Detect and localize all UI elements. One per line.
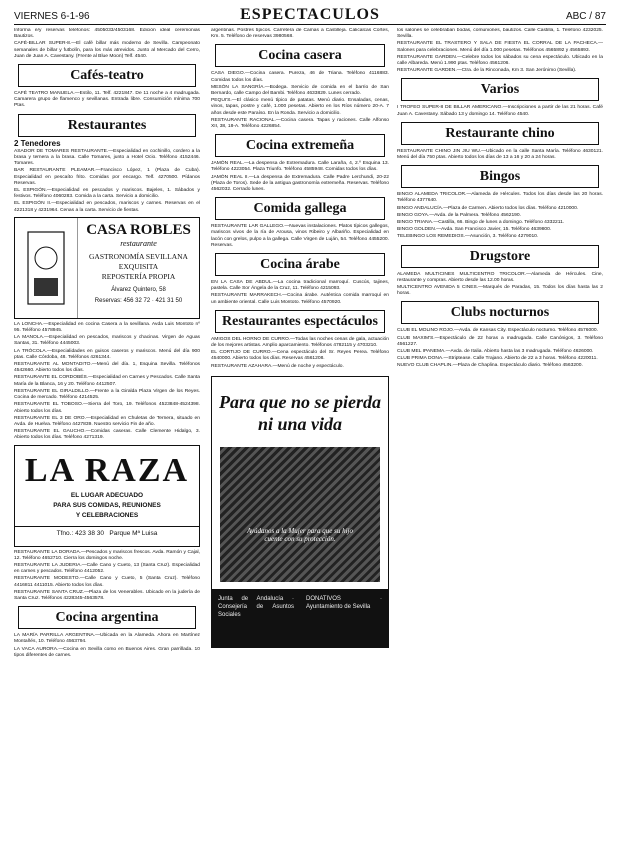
- listing-entry: BINGO GOLDEN.—Avda. San Francisco Javier, 15. Teléfono 4639800.: [397, 227, 552, 233]
- listing-entry: EL ESPIGÓN II.—Especialidad en pescados, mariscos y carnes. Reservas en el 4221318 y 4231964. Cenas a la carta. Servicio de fiestas.: [14, 201, 200, 213]
- restaurantes-heading: Restaurantes: [18, 114, 196, 137]
- cocina-extremena-heading: Cocina extremeña: [215, 134, 385, 157]
- listing-entry: LA LONCHA.—Especialidad en cocina Casera a la sevillana. Avda Luis Montoto nº 95. Teléfono 4578945.: [14, 321, 200, 334]
- listing-entry: CLUB MEL IPANEMA.—Avda. de Italia. Abierto hasta las 3 madrugada. Teléfono 4626000.: [397, 349, 594, 355]
- la-raza-ad: [14, 445, 200, 547]
- listing-entry: CAFÉ-BILLAR SUPER-8.—El café billar más moderno de Sevilla. Campeonato semanales de billar y futbolín, para los más atrevidos. Junto al Mercado del Cerro, Juan de Juan A. Cavestany. (Frente al Blue Moon) Telf. 4540.: [14, 41, 200, 59]
- listing-entry: Informa e/y reservas teléfonos: 4505033/4503168. Edición ideal ceremonias Bautizos.: [14, 28, 200, 40]
- listing-entry: RESTAURANTE GARDEN.—Ctra. de la Rinconada, Km 3. San Jerónimo (Sevilla).: [397, 68, 577, 74]
- listing-entry: RESTAURANTE EL GIRALDILLO.—Frente a la Giralda Plaza Virgen de los Reyes. Cocina de mercado. Teléfono 4214525.: [14, 388, 200, 401]
- listing-entry: BINGO ALAMEDA TRICOLOR.—Alameda de Hércules. Todos los días desde las 20 horas. Teléfono 4377640.: [397, 192, 603, 204]
- listing-entry: CLUB PRIMA DONA.—Striptease. Calle Trajano. Abierto de 22 a 3 horas. Teléfono 4220011.: [397, 356, 598, 362]
- comida-gallega-heading: Comida gallega: [215, 197, 385, 220]
- campaign-photo: [220, 447, 380, 582]
- la-raza-line2: PARA SUS COMIDAS, REUNIONES: [53, 501, 161, 509]
- cocina-casera-heading: Cocina casera: [215, 44, 385, 67]
- listing-entry: RESTAURANTE RACIONAL.—Cocina casera. Tapas y raciones. Calle Alfonso XII, 38, 18-A. Teléfono 4226854.: [211, 117, 389, 130]
- listing-entry: RESTAURANTE EL 3 DE ORO.—Especialidad en Chuletas de Ternera, situado en Avda. de Huelva. Teléfono 4427839. Nuestro servicio Fin de año.: [14, 415, 200, 427]
- listing-entry: TELEBINGO LOS REMEDIOS.—Asunción, 3. Teléfono 4279010.: [397, 234, 539, 240]
- listing-entry: RESTAURANTE EL TRASTERO Y SALA DE FIESTA EL CORRAL DE LA PACHECA.—Salones para celebraciones. Menú del día 1.000 pesetas. Teléfonos 4565892 y 4565893.: [397, 41, 603, 53]
- listing-entry: RESTAURANTE EL TOBOSO.—Sierra del Toro, 19. Teléfonos 4523848-4524398. Abierto todos los días.: [14, 402, 200, 414]
- listing-entry: BINGO GOYA.—Avda. de la Palmera. Teléfono 4562190.: [397, 212, 521, 218]
- casa-robles-name: CASA ROBLES: [86, 221, 191, 238]
- listing-entry: RESTAURANTE SANTA CRUZ.—Plaza de los Venerables. Ubicado en la judería de Santa Cruz. Teléfonos 4228345-4563578.: [14, 589, 200, 601]
- listing-entry: RESTAURANTE LA JUDERIA.—Calle Cano y Cueto, 13 (Santa Cruz). Especialidad en carnes y pescados. Teléfono 4412052.: [14, 562, 200, 575]
- casa-robles-line2: EXQUISITA: [118, 261, 159, 271]
- casa-robles-line1: GASTRONOMÍA SEVILLANA: [89, 251, 188, 261]
- la-raza-name: LA RAZA: [24, 451, 190, 489]
- listing-entry: ASADOR DE TOMARES RESTAURANTE.—Especialidad en cochinillo, cordero a la brasa y ternera a la brasa. Calle Tomares, junto a Hotel Ocio. Teléfono 4152446. Tomares.: [14, 148, 200, 167]
- column-1: [14, 28, 200, 845]
- col2-top-listing: argentinas. Postres típicos. Carretera de Camas a Castilleja. Calicalcas Cortes, Km. 5. Teléfono de reservas 3980568.: [211, 28, 389, 40]
- listing-entry: EL CORTIJO DE CURRO.—Cena espectáculo del Sr. Reyes Perea. Teléfono 4540000. Abierto todos los días. Reservas 4561208.: [211, 350, 389, 362]
- listing-entry: I TROFEO SUPER-8 DE BILLAR AMERICANO.—Inscripciones a partir de las 21 horas. Café Juan A. Cavestany. Sábado 13 y domingo 14. Teléfono 4540.: [397, 105, 603, 117]
- restaurantes-espectaculos-heading: Restaurantes espectáculos: [215, 310, 385, 333]
- listing-entry: RESTAURANTE MODESTO.—Calle Cano y Cueto, 5 (Santa Cruz). Teléfono 4416811 4411015. Abierto todos los días.: [14, 576, 200, 588]
- campaign-footer-left: Junta de Andalucía · Consejería de Asuntos Sociales: [218, 595, 294, 618]
- listing-entry: BINGO ANDALUCÍA.—Plaza de Carmen. Abierto todos los días. Teléfono 4210000.: [397, 205, 579, 211]
- cafe-listing: CAFÉ TEATRO MANUELA.—Estilo, 11. Telf. 4221847. De 11 noche a 4 madrugada. Camarera grupo de flamenco y sevillanas. Entrada libre. Consumición mínima 700 Ptas.: [14, 91, 200, 109]
- listing-entry: los salones se celebraban bodas, comuniones, bautizos. Calle Castilla, 1. Teléfono 4232025. Sevilla.: [397, 28, 603, 40]
- cafes-teatro-heading: Cafés-teatro: [18, 64, 196, 87]
- listing-entry: RESTAURANTE AL MONTADITO.—Menú del día. 1, Esquina Sevilla. Teléfonos 4542660. Abierto todos los días.: [14, 362, 200, 374]
- cocina-arabe-heading: Cocina árabe: [215, 253, 385, 276]
- page-number: ABC / 87: [565, 11, 606, 22]
- listing-entry: MULTICENTRO AVENIDA 5 CINES.—Marqués de Paradas, 15. Todos los días hasta las 2 horas.: [397, 285, 603, 297]
- casa-robles-tag: restaurante: [120, 238, 157, 248]
- listing-entry: ALAMEDA MULTICINES MULTICENTRO TRICOLOR.—Alameda de Hércules. Cine, restaurante y compras. Abierto desde las 12.00 horas.: [397, 271, 603, 283]
- page-header: [14, 6, 606, 25]
- listing-entry: RESTAURANTE EL CORDOBÉS.—Especialidad en Carnes y Pescados. Calle Santa María de la Blanca, 16 y 20. Teléfono 4412507.: [14, 375, 200, 387]
- la-raza-line1: EL LUGAR ADECUADO: [70, 491, 144, 499]
- campaign-headline-2: ni una vida: [257, 413, 343, 434]
- listing-entry: LA MANOLA.—Especialidad en pescados, mariscos y chacinas. Virgen de Aguas Santas, 31. Teléfono 4445003.: [14, 335, 200, 347]
- listing-entry: NUEVO CLUB CHAPLIN.—Plaza de Chaplina. Espectáculo diario. Teléfono 4563200.: [397, 363, 583, 369]
- bingos-heading: Bingos: [401, 165, 599, 188]
- campaign-headline-1: Para que no se pierda: [219, 391, 381, 412]
- listing-entry: EN LA CASA DE ABDUL.—La cocina tradicional marroquí. Cuscús, tajines, pastela. Calle Sor Ángela de la Cruz, 11. Teléfono 4215093.: [211, 280, 389, 292]
- listing-entry: RESTAURANTE EL GAUCHO.—Comidas caseras. Calle Clemente Hidalgo, 3. Abierto todos los días. Teléfono 4271319.: [14, 429, 200, 441]
- casa-robles-phones: Reservas: 456 32 72 · 421 31 50: [94, 297, 183, 304]
- listing-entry: CLUB MAXIM'S.—Espectáculo de 22 horas a madrugada. Calle Canónigos, 3. Teléfono 4561227.: [397, 335, 603, 347]
- listing-entry: RESTAURANTE LA DORADA.—Pescados y mariscos frescos. Avda. Ramón y Cajal, 12. Teléfono 4652710. Cierra los domingos noche.: [14, 549, 200, 561]
- listing-entry: LA MARÍA PARRILLA ARGENTINA.—Ubicada en la Alameda. Ahora en Martínez Montañés, 10. Teléfono 4563794.: [14, 633, 200, 645]
- restaurante-chino-heading: Restaurante chino: [401, 122, 599, 145]
- listing-entry: RESTAURANTE MARRAKECH.—Cocina árabe. Auténtica comida marroquí en un ambiente oriental. Calle Luis Montoto. Teléfono 4570920.: [211, 293, 389, 305]
- listing-entry: BINGO TRIANA.—Castilla, 66. Bingo de lunes a domingo. Teléfono 4332211.: [397, 220, 565, 226]
- listing-entry: RESTAURANTE CHINO JIN JIU WU.—Ubicado en la calle Santa María. Teléfono 4630121. Menú del día 750 ptas. Abierto todos los días de 13 a 16 y 20 a 24 horas.: [397, 148, 603, 161]
- casa-robles-logo: [15, 218, 78, 318]
- listing-entry: RESTAURANTE LAR GALLEGO.—Nuevas instalaciones. Platos típicos gallegos, mariscos vivos de la ría de Arousa, vinos Ribeiro y Albariño. Especialidad en lacón con grelos, pulpo a la gallega. Calle Virgen de Luján, 54. Teléfono 4455200. Reservas.: [211, 224, 389, 248]
- varios-heading: Varios: [401, 78, 599, 101]
- casa-robles-ad: [14, 217, 200, 319]
- campaign-caption: Ayúdanos a la Mujer para que su hijo cuente con su protección.: [247, 526, 353, 543]
- drugstore-heading: Drugstore: [401, 245, 599, 268]
- listing-entry: MESÓN LA SANGRÍA.—Bodega. Servicio de comida en el barrio de San Bernardo, calle Campo del Bambi. Teléfono 4633829. Lunes cerrado.: [211, 84, 389, 97]
- cocina-argentina-heading: Cocina argentina: [18, 606, 196, 629]
- listing-entry: JAMÓN REAL II.—La despensa de Extremadura. Calle Padre Lerchundi, 20-22 (Plaza de Toros). Sede de la antigua gastronomía extremeña. Reservas. Teléfono 4562032. Cerrado lunes.: [211, 174, 389, 193]
- casa-robles-address: Álvarez Quintero, 58: [111, 286, 166, 293]
- listing-entry: EL ESPIGÓN.—Especialidad en pescados y mariscos. Bajeles, 1. Sábados y festivos. Teléfono 4060283. Comida a la carta. Servicio a domicilio.: [14, 188, 200, 200]
- listing-entry: RESTAURANTE GARDEN.—Celebre todos los sábados su cena espectáculo. Ubicado en la calle Albareda. Menú 1.990 ptas. Teléfono 4561206.: [397, 54, 603, 67]
- listing-entry: LA VACA AURORA.—Cocina en Sevilla como en Buenos Aires. Gran parrillada. 10 tipos diferentes de carnes.: [14, 646, 200, 658]
- clubs-nocturnos-heading: Clubs nocturnos: [401, 301, 599, 324]
- campaign-ad: [211, 376, 389, 648]
- listing-entry: CASA DIEGO.—Cocina casera. Pureza, 46 de Triana. Teléfono 4116883. Comidas todos los días.: [211, 71, 389, 83]
- listing-entry: CLUB EL MOLINO ROJO.—Avda. de Kansas City. Espectáculo nocturno. Teléfono 4576000.: [397, 328, 598, 334]
- tenedores-label: 2 Tenedores: [14, 138, 61, 148]
- casa-robles-line3: REPOSTERÍA PROPIA: [101, 271, 176, 281]
- listing-entry: RESTAURANTE AZAHARA.—Menú de noche y espectáculo.: [211, 363, 344, 369]
- column-3: [397, 28, 603, 845]
- column-2: [211, 28, 389, 845]
- campaign-footer-right: DONATIVOS · Ayuntamiento de Sevilla: [306, 595, 382, 610]
- section-title: ESPECTACULOS: [240, 6, 380, 23]
- listing-entry: LA TRÓCOLA.—Especialidades en guisos caseros y mariscos. Menú del día 900 ptas. Calle Córdoba, 48. Teléfonos 4261344.: [14, 348, 200, 360]
- la-raza-phone: Tfno.: 423 38 30: [56, 529, 104, 537]
- listing-entry: AMIGOS DEL HORNO DE CURRO.—Todas las noches cenas de gala, actuación de los mejores artistas. Amplio aparcamiento. Teléfonos 4782115 y 4703210.: [211, 336, 389, 349]
- listing-entry: JAMÓN REAL.—La despensa de Extremadura. Calle Laraña, 4, 2.º Esquina 13. Teléfono 4223054. Plaza Triunfo. Teléfono 4585948. Comidas todos los días.: [211, 161, 389, 173]
- header-date: VIERNES 6-1-96: [14, 11, 90, 22]
- la-raza-line3: Y CELEBRACIONES: [75, 511, 139, 519]
- listing-entry: PEQUI'S.—El clásico menú típico de patatas. Menú diario. Ensaladas, cenas, vinos, tapas, postre y café, 1.000 pesetas. Abierto en los Ríos número 20-A. 7 años desde este Paraíso. En la Ronda. Servicio a domicilio.: [211, 98, 389, 116]
- listing-entry: BAR RESTAURANTE PLEAMAR.—Francisco López, 1 (Plaza de Cuba). Especialidad en pescaíto frito. Comidas por encargo. Telf. 4270500. Pídanos Reservas.: [14, 168, 200, 186]
- la-raza-address: Parque Mª Luisa: [109, 529, 158, 537]
